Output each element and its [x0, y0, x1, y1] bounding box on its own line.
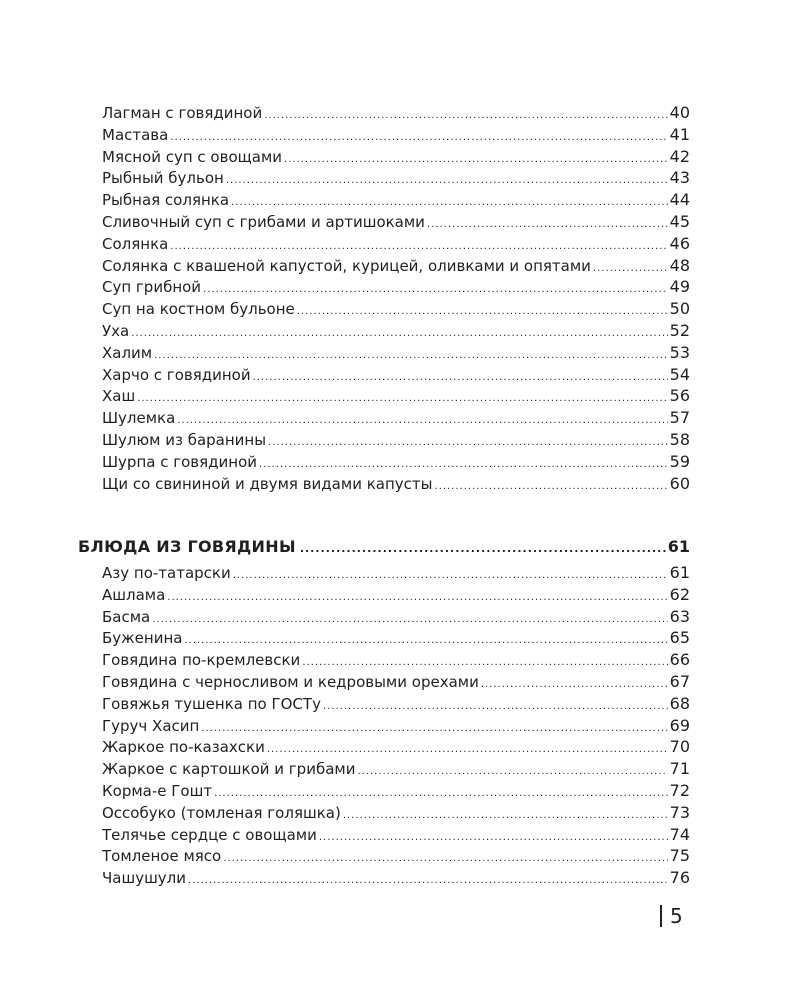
entry-title: Говядина по-кремлевски	[102, 651, 301, 670]
dot-leader	[264, 105, 667, 127]
toc-entry[interactable]	[102, 584, 690, 606]
dot-leader	[284, 149, 668, 171]
toc-entry[interactable]	[102, 649, 690, 671]
entry-title: Говяжья тушенка по ГОСТу	[102, 694, 321, 713]
dot-leader	[300, 537, 666, 561]
dot-leader	[253, 367, 668, 389]
entry-title: Шурпа с говядиной	[102, 452, 257, 471]
entry-title: Телячье сердце с овощами	[102, 825, 317, 844]
dot-leader	[297, 301, 668, 323]
toc-entry[interactable]	[102, 255, 690, 277]
entry-page-number: 49	[669, 277, 690, 297]
dot-leader	[357, 761, 667, 783]
toc-entry[interactable]	[102, 429, 690, 451]
entry-page-number: 42	[669, 146, 690, 166]
entry-title: Рыбная солянка	[102, 191, 230, 210]
dot-leader	[137, 388, 667, 410]
entry-page-number: 65	[669, 628, 690, 648]
entry-page-number: 73	[669, 802, 690, 822]
entry-title: Шулемка	[102, 409, 176, 428]
entry-title: Гуруч Хасип	[102, 716, 200, 735]
dot-leader	[170, 236, 667, 258]
toc-entry[interactable]	[102, 736, 690, 758]
toc-entry[interactable]	[102, 102, 690, 124]
dot-leader	[427, 214, 668, 236]
toc-entry[interactable]	[102, 364, 690, 386]
toc-entry[interactable]	[102, 758, 690, 780]
dot-leader	[167, 587, 667, 609]
toc-entry[interactable]	[102, 124, 690, 146]
entry-title: Рыбный бульон	[102, 169, 224, 188]
dot-leader	[170, 127, 667, 149]
toc-entry[interactable]	[102, 320, 690, 342]
entry-page-number: 68	[669, 693, 690, 713]
entry-page-number: 63	[669, 606, 690, 626]
entry-title: Солянка	[102, 234, 169, 253]
section-title: БЛЮДА ИЗ ГОВЯДИНЫ	[78, 537, 296, 556]
dot-leader	[223, 848, 667, 870]
entry-page-number: 74	[669, 824, 690, 844]
entry-title: Халим	[102, 343, 153, 362]
dot-leader	[593, 258, 668, 280]
toc-entry[interactable]	[102, 693, 690, 715]
entry-page-number: 59	[669, 451, 690, 471]
toc-beef-list	[102, 562, 690, 889]
entry-title: Басма	[102, 607, 151, 626]
toc-entry[interactable]	[102, 845, 690, 867]
entry-title: Солянка с квашеной капустой, курицей, оливками и опятами	[102, 256, 591, 275]
toc-entry[interactable]	[102, 189, 690, 211]
toc-entry[interactable]	[102, 385, 690, 407]
dot-leader	[214, 783, 668, 805]
toc-entry[interactable]	[102, 627, 690, 649]
toc-entry[interactable]	[102, 342, 690, 364]
toc-entry[interactable]	[102, 824, 690, 846]
dot-leader	[188, 870, 668, 892]
toc-entry[interactable]	[102, 780, 690, 802]
toc-entry[interactable]	[102, 167, 690, 189]
entry-page-number: 43	[669, 168, 690, 188]
dot-leader	[267, 739, 668, 761]
entry-title: Ашлама	[102, 585, 166, 604]
entry-title: Мастава	[102, 125, 169, 144]
entry-page-number: 56	[669, 386, 690, 406]
toc-entry[interactable]	[102, 407, 690, 429]
entry-title: Говядина с черносливом и кедровыми орехами	[102, 672, 479, 691]
toc-entry[interactable]	[102, 606, 690, 628]
entry-title: Уха	[102, 321, 130, 340]
dot-leader	[154, 345, 668, 367]
dot-leader	[184, 630, 667, 652]
entry-page-number: 75	[669, 846, 690, 866]
entry-page-number: 67	[669, 671, 690, 691]
entry-title: Томленое мясо	[102, 847, 222, 866]
dot-leader	[259, 454, 668, 476]
toc-entry[interactable]	[102, 276, 690, 298]
toc-section-heading[interactable]	[78, 535, 690, 561]
entry-page-number: 58	[669, 429, 690, 449]
dot-leader	[343, 805, 668, 827]
entry-title: Шулюм из баранины	[102, 430, 267, 449]
entry-page-number: 53	[669, 342, 690, 362]
entry-title: Сливочный суп с грибами и артишоками	[102, 212, 425, 231]
entry-title: Азу по-татарски	[102, 564, 231, 582]
toc-soups-list	[102, 102, 690, 494]
entry-page-number: 66	[669, 650, 690, 670]
toc-entry[interactable]	[102, 802, 690, 824]
entry-title: Корма-е Гошт	[102, 781, 213, 800]
dot-leader	[434, 476, 667, 498]
toc-entry[interactable]	[102, 233, 690, 255]
toc-entry[interactable]	[102, 298, 690, 320]
dot-leader	[481, 674, 668, 696]
entry-title: Щи со свининой и двумя видами капусты	[102, 474, 433, 493]
entry-page-number: 41	[669, 124, 690, 144]
entry-page-number: 52	[669, 320, 690, 340]
dot-leader	[201, 718, 667, 740]
toc-entry[interactable]	[102, 715, 690, 737]
toc-entry[interactable]	[102, 473, 690, 495]
footer-divider	[660, 905, 662, 927]
dot-leader	[233, 565, 668, 587]
dot-leader	[319, 827, 668, 849]
entry-page-number: 54	[669, 364, 690, 384]
entry-page-number: 50	[669, 299, 690, 319]
entry-page-number: 44	[669, 190, 690, 210]
entry-page-number: 40	[669, 103, 690, 122]
dot-leader	[268, 432, 668, 454]
entry-title: Жаркое с картошкой и грибами	[102, 760, 356, 779]
entry-title: Хаш	[102, 387, 136, 406]
entry-title: Чашушули	[102, 869, 187, 888]
entry-title: Суп грибной	[102, 278, 202, 297]
entry-page-number: 60	[669, 473, 690, 493]
dot-leader	[177, 410, 667, 432]
toc-entry[interactable]	[102, 671, 690, 693]
entry-title: Буженина	[102, 629, 183, 648]
entry-page-number: 72	[669, 780, 690, 800]
dot-leader	[231, 192, 668, 214]
entry-title: Оссобуко (томленая голяшка)	[102, 803, 341, 822]
entry-title: Жаркое по-казахски	[102, 738, 265, 757]
dot-leader	[131, 323, 667, 345]
entry-title: Суп на костном бульоне	[102, 300, 295, 319]
dot-leader	[203, 279, 668, 301]
entry-page-number: 71	[669, 759, 690, 779]
dot-leader	[323, 696, 668, 718]
page-footer	[660, 904, 683, 928]
entry-page-number: 69	[669, 715, 690, 735]
toc-entry[interactable]	[102, 451, 690, 473]
toc-entry[interactable]	[102, 562, 690, 584]
dot-leader	[152, 609, 667, 631]
toc-entry[interactable]	[102, 867, 690, 889]
entry-title: Лагман с говядиной	[102, 104, 263, 122]
dot-leader	[302, 652, 667, 674]
page-number: 5	[670, 904, 683, 928]
entry-title: Мясной суп с овощами	[102, 147, 283, 166]
entry-page-number: 45	[669, 211, 690, 231]
toc-entry[interactable]	[102, 146, 690, 168]
dot-leader	[226, 170, 668, 192]
entry-page-number: 57	[669, 408, 690, 428]
toc-entry[interactable]	[102, 211, 690, 233]
entry-page-number: 70	[669, 737, 690, 757]
entry-page-number: 76	[669, 868, 690, 888]
entry-page-number: 61	[669, 563, 690, 582]
entry-title: Харчо с говядиной	[102, 365, 251, 384]
section-page-number: 61	[667, 537, 690, 556]
entry-page-number: 48	[669, 255, 690, 275]
entry-page-number: 62	[669, 584, 690, 604]
entry-page-number: 46	[669, 233, 690, 253]
